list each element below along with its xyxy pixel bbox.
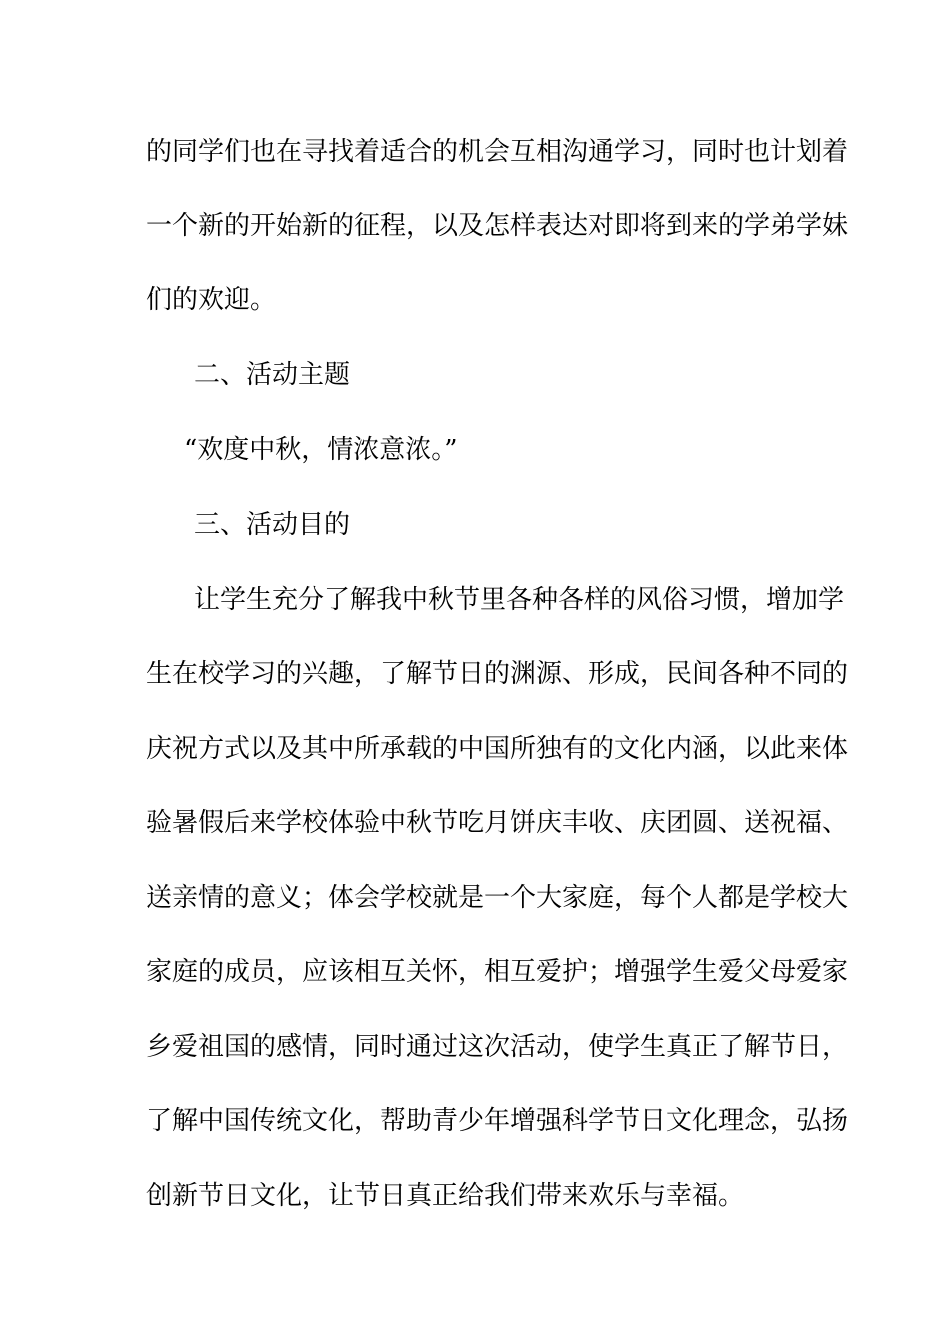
section-heading-purpose: 三、活动目的 xyxy=(194,510,351,540)
paragraph-2-line-6: 家庭的成员，应该相互关怀，相互爱护；增强学生爱父母爱家 xyxy=(146,957,849,987)
section-heading-theme: 二、活动主题 xyxy=(194,360,351,390)
paragraph-2-line-9: 创新节日文化，让节日真正给我们带来欢乐与幸福。 xyxy=(146,1181,745,1211)
paragraph-2-line-1: 让学生充分了解我中秋节里各种各样的风俗习惯，增加学 xyxy=(194,585,845,615)
paragraph-1-line-2: 一个新的开始新的征程，以及怎样表达对即将到来的学弟学妹 xyxy=(146,211,849,241)
paragraph-2-line-7: 乡爱祖国的感情，同时通过这次活动，使学生真正了解节日， xyxy=(146,1032,849,1062)
paragraph-1-line-1: 的同学们也在寻找着适合的机会互相沟通学习，同时也计划着 xyxy=(146,137,849,167)
theme-quote: “欢度中秋，情浓意浓。” xyxy=(184,435,458,465)
paragraph-1-line-3: 们的欢迎。 xyxy=(146,285,277,315)
paragraph-2-line-3: 庆祝方式以及其中所承载的中国所独有的文化内涵，以此来体 xyxy=(146,734,849,764)
paragraph-2-line-2: 生在校学习的兴趣，了解节日的渊源、形成，民间各种不同的 xyxy=(146,659,849,689)
paragraph-2-line-8: 了解中国传统文化，帮助青少年增强科学节日文化理念，弘扬 xyxy=(146,1106,849,1136)
paragraph-2-line-5: 送亲情的意义；体会学校就是一个大家庭，每个人都是学校大 xyxy=(146,883,849,913)
paragraph-2-line-4: 验暑假后来学校体验中秋节吃月饼庆丰收、庆团圆、送祝福、 xyxy=(146,808,849,838)
